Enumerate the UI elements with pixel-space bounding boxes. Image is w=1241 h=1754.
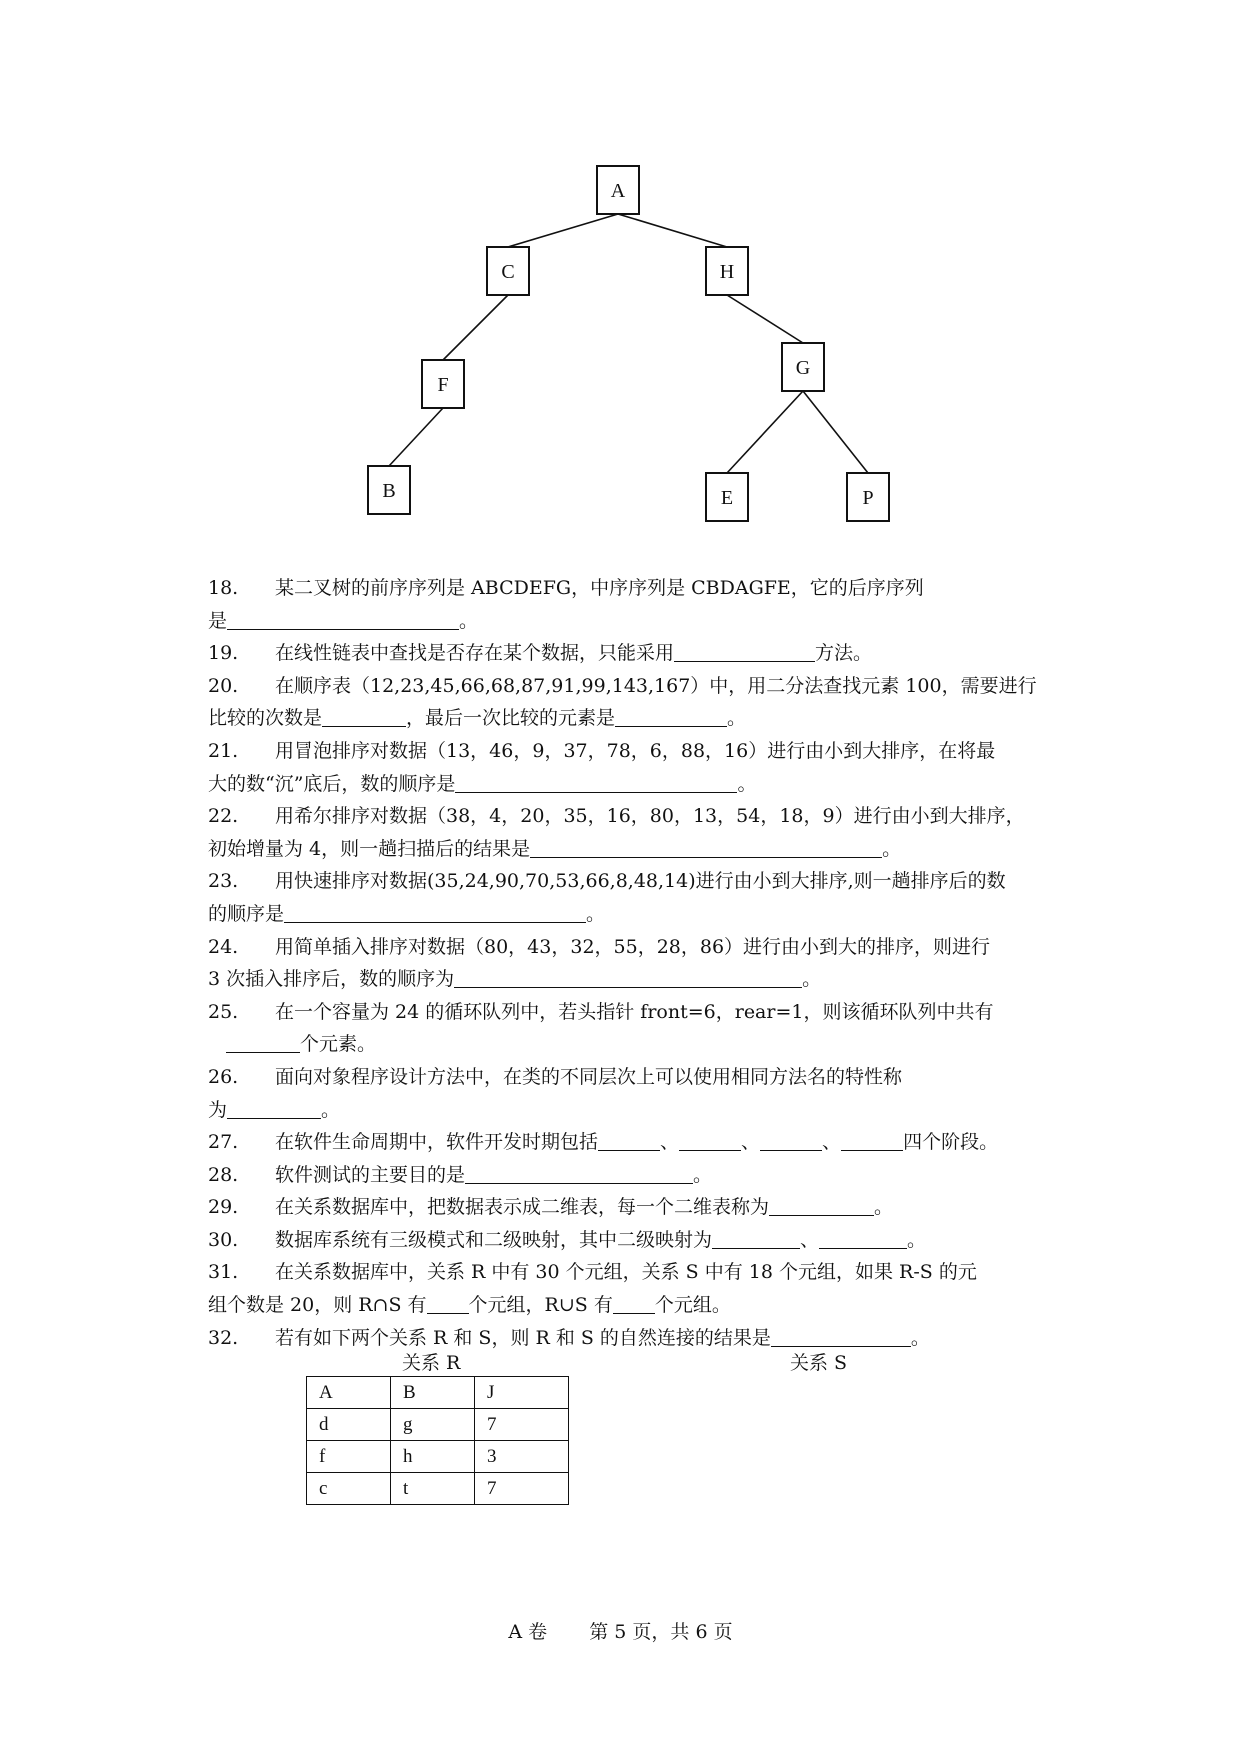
question-number: 29.: [208, 1196, 239, 1219]
question-22: [208, 800, 1088, 865]
table-cell: h: [391, 1441, 475, 1473]
tree-node-label: C: [501, 261, 515, 283]
tree-node-G: [782, 343, 824, 391]
question-25: [208, 996, 1088, 1061]
question-text: 。: [586, 902, 606, 925]
answer-blank: [841, 1130, 903, 1151]
question-26: [208, 1061, 1088, 1126]
question-text: 大的数“沉”底后，数的顺序是: [208, 772, 456, 795]
question-text: 为: [208, 1098, 228, 1121]
table-cell: 7: [475, 1409, 569, 1441]
question-text: 3 次插入排序后，数的顺序为: [208, 968, 455, 991]
question-text: 。: [882, 837, 902, 860]
tree-node-label: A: [610, 180, 626, 202]
answer-blank: [615, 706, 727, 727]
question-text: 面向对象程序设计方法中，在类的不同层次上可以使用相同方法名的特性称: [275, 1065, 903, 1088]
tree-node-E: [706, 473, 748, 521]
question-text: 数据库系统有三级模式和二级映射，其中二级映射为: [275, 1228, 713, 1251]
question-number: 23.: [208, 870, 239, 893]
question-number: 25.: [208, 1000, 239, 1023]
question-number: 20.: [208, 674, 239, 697]
question-text: 在线性链表中查找是否存在某个数据，只能采用: [275, 642, 675, 665]
tree-edge-C-F: [443, 295, 508, 360]
table-cell: B: [391, 1377, 475, 1409]
question-text: 组个数是 20，则 R∩S 有: [208, 1294, 427, 1317]
question-number: 31.: [208, 1261, 239, 1284]
question-28: [208, 1159, 1088, 1192]
tree-node-F: [422, 360, 464, 408]
paper-label: A 卷: [508, 1621, 548, 1643]
tree-edge-F-B: [389, 408, 443, 466]
binary-tree-diagram: [0, 0, 1241, 560]
answer-blank: [227, 609, 459, 630]
separator: 、: [741, 1131, 761, 1154]
tree-node-label: B: [382, 480, 396, 502]
tree-nodes: [368, 166, 889, 521]
tree-node-label: F: [437, 374, 449, 396]
question-text: 。: [907, 1228, 927, 1251]
question-text: 用简单插入排序对数据（80，43，32，55，28，86）进行由小到大的排序，则进行: [275, 935, 991, 958]
question-text: 是: [208, 609, 228, 632]
answer-blank: [530, 837, 882, 858]
answer-blank: [598, 1130, 660, 1151]
question-text: 若有如下两个关系 R 和 S，则 R 和 S 的自然连接的结果是: [275, 1326, 771, 1349]
question-text: 个元组。: [654, 1294, 731, 1317]
separator: 、: [822, 1131, 842, 1154]
question-23: [208, 865, 1088, 930]
answer-blank: [227, 1098, 321, 1119]
question-text: 。: [693, 1163, 713, 1186]
question-29: [208, 1191, 1088, 1224]
question-19: [208, 637, 1088, 670]
tree-node-B: [368, 466, 410, 514]
question-text: 方法。: [815, 642, 873, 665]
question-text: 在顺序表（12,23,45,66,68,87,91,99,143,167）中，用二分法查找元素 100，需要进行: [275, 674, 1037, 697]
answer-blank: [284, 902, 586, 923]
question-text: 。: [459, 609, 479, 632]
tree-edge-A-H: [618, 214, 727, 247]
answer-blank: [455, 772, 737, 793]
table-cell: g: [391, 1409, 475, 1441]
question-text: 在一个容量为 24 的循环队列中，若头指针 front=6，rear=1，则该循环队列中共有: [275, 1000, 994, 1023]
question-text: 软件测试的主要目的是: [275, 1163, 466, 1186]
relation-s-label: 关系 S: [790, 1352, 848, 1374]
answer-blank: [454, 967, 802, 988]
tree-node-A: [597, 166, 639, 214]
question-24: [208, 931, 1088, 996]
question-text: 四个阶段。: [903, 1131, 999, 1154]
question-number: 24.: [208, 935, 239, 958]
question-number: 18.: [208, 577, 239, 599]
tree-node-C: [487, 247, 529, 295]
question-number: 30.: [208, 1228, 239, 1251]
question-text: 。: [321, 1098, 341, 1121]
table-row: [307, 1409, 569, 1441]
relation-r-table: [306, 1376, 569, 1505]
question-number: 26.: [208, 1065, 239, 1088]
question-text: ，最后一次比较的元素是: [406, 707, 616, 730]
tree-node-label: H: [719, 261, 735, 283]
answer-blank: [226, 1032, 300, 1053]
question-text: 某二叉树的前序序列是 ABCDEFG，中序序列是 CBDAGFE，它的后序序列: [275, 577, 924, 599]
question-text: 。: [874, 1196, 894, 1219]
tree-node-label: E: [720, 487, 734, 509]
question-text: 在软件生命周期中，软件开发时期包括: [275, 1131, 599, 1154]
answer-blank: [322, 706, 406, 727]
separator: 、: [800, 1228, 820, 1251]
answer-blank: [679, 1130, 741, 1151]
question-31: [208, 1256, 1088, 1321]
tree-node-H: [706, 247, 748, 295]
answer-blank: [771, 1326, 911, 1347]
table-cell: t: [391, 1473, 475, 1505]
relation-r-label: 关系 R: [402, 1352, 461, 1374]
answer-blank: [674, 641, 815, 662]
answer-blank: [465, 1163, 693, 1184]
table-cell: 3: [475, 1441, 569, 1473]
question-text: 用希尔排序对数据（38，4，20，35，16，80，13，54，18，9）进行由小到大排序，: [275, 805, 1025, 828]
answer-blank: [760, 1130, 822, 1151]
table-row: [307, 1377, 569, 1409]
table-cell: A: [307, 1377, 391, 1409]
table-cell: d: [307, 1409, 391, 1441]
tree-edge-G-E: [727, 391, 803, 473]
question-text: 用冒泡排序对数据（13，46，9，37，78，6，88，16）进行由小到大排序，在将最: [275, 739, 996, 762]
answer-blank: [769, 1195, 874, 1216]
answer-blank: [427, 1293, 469, 1314]
table-cell: c: [307, 1473, 391, 1505]
question-text: 用快速排序对数据(35,24,90,70,53,66,8,48,14)进行由小到大排序,则一趟排序后的数: [275, 870, 1006, 893]
question-text: 个元素。: [300, 1033, 377, 1056]
question-27: [208, 1126, 1088, 1159]
table-row: [307, 1441, 569, 1473]
page-footer: [0, 1617, 1241, 1644]
question-20: [208, 670, 1088, 735]
table-cell: f: [307, 1441, 391, 1473]
tree-node-label: G: [795, 357, 811, 379]
question-number: 22.: [208, 805, 239, 828]
question-number: 21.: [208, 739, 239, 762]
answer-blank: [613, 1293, 655, 1314]
table-cell: J: [475, 1377, 569, 1409]
question-32: [208, 1322, 1088, 1355]
question-text: 在关系数据库中，关系 R 中有 30 个元组，关系 S 中有 18 个元组，如果 R-S 的元: [275, 1261, 977, 1284]
question-text: 。: [910, 1326, 930, 1349]
question-number: 27.: [208, 1131, 239, 1154]
question-number: 19.: [208, 642, 239, 665]
question-number: 32.: [208, 1326, 239, 1349]
question-text: 。: [737, 772, 757, 795]
tree-edge-H-G: [727, 295, 803, 343]
question-text: 个元组，R∪S 有: [468, 1294, 613, 1317]
question-18: [208, 572, 1088, 637]
separator: 、: [660, 1131, 680, 1154]
question-30: [208, 1224, 1088, 1257]
page-number: 第 5 页，共 6 页: [589, 1621, 733, 1643]
question-text: 比较的次数是: [208, 707, 323, 730]
table-row: [307, 1473, 569, 1505]
question-text: 。: [802, 968, 822, 991]
tree-node-P: [847, 473, 889, 521]
question-number: 28.: [208, 1163, 239, 1186]
tree-edge-A-C: [508, 214, 618, 247]
question-21: [208, 735, 1088, 800]
question-text: 在关系数据库中，把数据表示成二维表，每一个二维表称为: [275, 1196, 770, 1219]
tree-edge-G-P: [803, 391, 868, 473]
table-cell: 7: [475, 1473, 569, 1505]
tree-node-label: P: [862, 487, 874, 509]
question-text: 的顺序是: [208, 902, 285, 925]
answer-blank: [819, 1228, 907, 1249]
question-text: 。: [727, 707, 747, 730]
answer-blank: [712, 1228, 800, 1249]
question-text: 初始增量为 4，则一趟扫描后的结果是: [208, 837, 531, 860]
question-list: [208, 572, 1088, 1354]
